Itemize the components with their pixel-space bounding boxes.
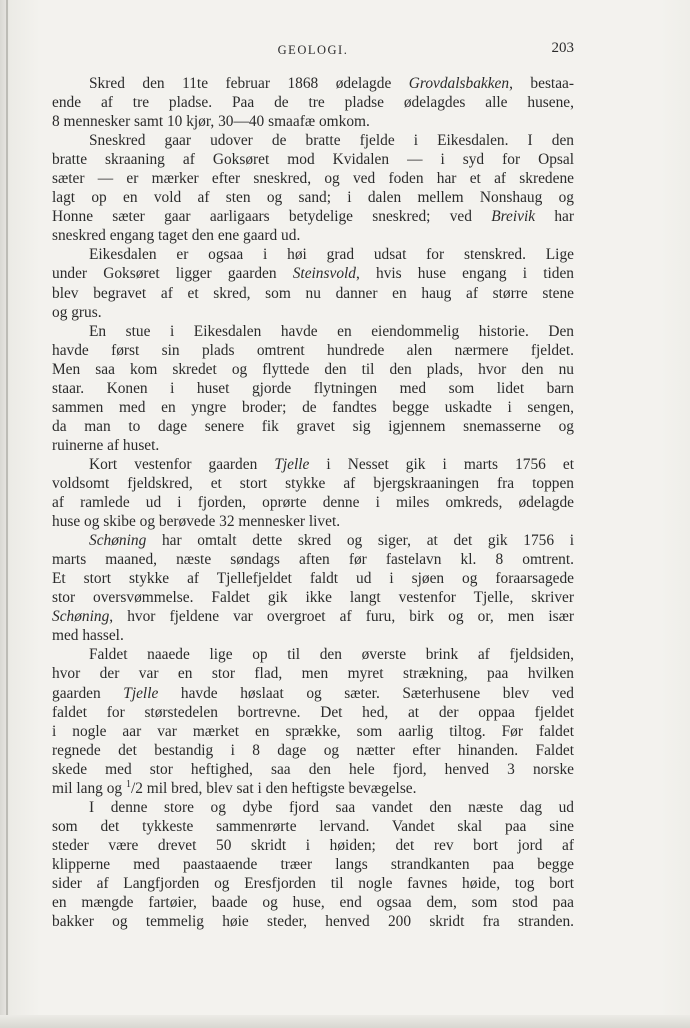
text-line — [52, 703, 574, 722]
text-segment: under Goksøret ligger gaarden — [52, 265, 293, 283]
text-line — [52, 626, 574, 645]
text-line — [52, 645, 574, 664]
text-segment: af ramlede ud i fjorden, oprørte denne i miles omkreds, ødelagde — [52, 494, 574, 512]
text-line — [52, 131, 574, 150]
text-segment: Eikesdalen er ogsaa i høi grad udsat for stenskred. Lige — [89, 246, 574, 264]
text-segment: En stue i Eikesdalen havde en eiendommelig historie. Den — [89, 322, 574, 340]
text-line — [52, 912, 574, 931]
text-segment: Sneskred gaar udover de bratte fjelde i Eikesdalen. I den — [89, 132, 574, 150]
text-line — [52, 607, 574, 626]
fraction-numerator: 1 — [125, 778, 131, 790]
text-segment: bratte skraaning af Goksøret mod Kvidalen — i syd for Opsal — [52, 151, 574, 169]
text-line — [52, 150, 574, 169]
text-segment: staar. Konen i huset gjorde flytningen med som lidet barn — [52, 379, 574, 397]
text-segment: /2 mil bred, blev sat i den heftigste bevægelse. — [130, 779, 417, 797]
italic-name: Grovdalsbakken — [408, 75, 510, 92]
text-line — [52, 417, 574, 436]
text-segment: regnede det bestandig i 8 dage og nætter efter hinanden. Faldet — [52, 741, 574, 759]
text-line — [52, 207, 574, 226]
italic-name: Schøning — [89, 532, 147, 550]
text-line — [52, 169, 574, 188]
text-segment: har — [535, 208, 575, 226]
text-line — [52, 74, 574, 93]
text-segment: sammen med en yngre broder; de fandtes begge uskadte i sengen, — [52, 398, 574, 416]
text-segment: , hvor fjeldene var overgroet af furu, birk og or, men især — [109, 608, 574, 626]
text-line — [52, 379, 574, 398]
text-line — [52, 226, 574, 245]
text-line — [52, 893, 574, 912]
text-line — [52, 512, 574, 531]
text-segment: , hvis huse engang i tiden — [355, 265, 574, 283]
text-segment: Et stort stykke af Tjellefjeldet faldt ud i sjøen og foraarsagede — [52, 570, 574, 588]
running-head: GEOLOGI. — [277, 43, 349, 57]
text-segment: i Nesset gik i marts 1756 et — [309, 455, 574, 473]
text-line — [52, 398, 574, 417]
text-line — [52, 588, 574, 607]
text-segment: Kort vestenfor gaarden — [89, 455, 275, 473]
text-segment: Skred den 11te februar 1868 ødelagde — [89, 75, 409, 92]
text-line — [52, 493, 574, 512]
page-gutter-edge — [6, 0, 8, 1028]
text-line — [52, 474, 574, 493]
text-segment: havde høslaat og sæter. Sæterhusene blev ved — [158, 684, 574, 702]
text-segment: og grus. — [52, 303, 102, 321]
text-line — [52, 341, 574, 360]
text-segment: gaarden — [52, 684, 124, 702]
text-line — [52, 531, 574, 550]
text-segment: faldet for størstedelen bortrevne. Det hed, at der oppaa fjeldet — [52, 703, 574, 721]
text-segment: da man to dage senere fik gravet sig igjennem snemasserne og — [52, 417, 574, 435]
text-segment: en mængde fartøier, baade og huse, end ogsaa dem, som stod paa — [52, 894, 574, 912]
text-line — [52, 817, 574, 836]
page-number: 203 — [551, 40, 574, 56]
text-segment: blev begravet af et skred, som nu danner en haug af større stene — [52, 284, 574, 302]
text-segment: , bestaa- — [509, 75, 574, 92]
text-segment: Faldet naaede lige op til den øverste brink af fjeldsiden, — [89, 646, 574, 664]
text-segment: lagt op en vold af sten og sand; i dalen mellem Nonshaug og — [52, 189, 574, 207]
text-line — [52, 836, 574, 855]
italic-name: Steinsvold — [292, 265, 356, 283]
text-segment: mil lang og — [52, 779, 126, 797]
italic-name: Tjelle — [274, 455, 310, 473]
text-line — [52, 112, 574, 131]
page-header — [52, 40, 574, 60]
text-segment: i nogle aar var mærket en sprække, som aarlig tiltog. Før faldet — [52, 722, 574, 740]
text-segment: klipperne med paastaaende træer langs strandkanten paa begge — [52, 855, 574, 873]
text-segment: har omtalt dette skred og siger, at det gik 1756 i — [146, 532, 574, 550]
text-line — [52, 779, 574, 798]
text-line — [52, 798, 574, 817]
text-line — [52, 264, 574, 283]
text-segment: sider af Langfjorden og Eresfjorden til nogle favnes høide, tog bort — [52, 874, 574, 892]
text-line — [52, 188, 574, 207]
text-line — [52, 569, 574, 588]
text-line — [52, 360, 574, 379]
text-segment: havde først sin plads omtrent hundrede alen nærmere fjeldet. — [52, 341, 574, 359]
text-line — [52, 664, 574, 683]
text-line — [52, 436, 574, 455]
text-segment: stor oversvømmelse. Faldet gik ikke langt vestenfor Tjelle, skriver — [52, 589, 574, 607]
text-line — [52, 741, 574, 760]
text-segment: 8 mennesker samt 10 kjør, 30—40 smaafæ omkom. — [52, 113, 370, 131]
text-line — [52, 550, 574, 569]
text-segment: ende af tre pladse. Paa de tre pladse ødelagdes alle husene, — [52, 94, 574, 112]
text-segment: sæter — er mærker efter sneskred, og ved foden har et af skredene — [52, 170, 574, 188]
text-line — [52, 303, 574, 322]
text-segment: sneskred engang taget den ene gaard ud. — [52, 227, 301, 245]
italic-name: Breivik — [491, 208, 536, 226]
text-line — [52, 455, 574, 474]
page-bottom-edge — [0, 1015, 690, 1028]
text-segment: som det tykkeste sammenrørte lervand. Vandet skal paa sine — [52, 817, 574, 835]
text-line — [52, 855, 574, 874]
text-segment: Men saa kom skredet og flyttede den til den plads, hvor den nu — [52, 360, 574, 378]
text-line — [52, 722, 574, 741]
text-line — [52, 874, 574, 893]
text-segment: marts maaned, næste søndags aften før fastelavn kl. 8 omtrent. — [52, 551, 574, 569]
text-line — [52, 322, 574, 341]
text-segment: Honne sæter gaar aarligaars betydelige sneskred; ved — [52, 208, 492, 226]
text-segment: huse og skibe og berøvede 32 mennesker livet. — [52, 513, 341, 531]
text-segment: med hassel. — [52, 627, 124, 645]
text-segment: steder være drevet 50 skridt i høiden; det rev bort jord af — [52, 836, 574, 854]
text-line — [52, 93, 574, 112]
text-segment: voldsomt fjeldskred, et stort stykke af bjergskraaningen fra toppen — [52, 474, 574, 492]
text-segment: I denne store og dybe fjord saa vandet den næste dag ud — [89, 798, 574, 816]
text-line — [52, 245, 574, 264]
italic-name: Tjelle — [123, 684, 159, 702]
text-segment: bakker og temmelig høie steder, henved 200 skridt fra stranden. — [52, 913, 574, 931]
text-line — [52, 284, 574, 303]
text-segment: hvor der var en stor flad, men myret strækning, paa hvilken — [52, 665, 574, 683]
body-text — [52, 74, 574, 931]
text-segment: ruinerne af huset. — [52, 436, 160, 454]
text-line — [52, 684, 574, 703]
text-segment: skede med stor heftighed, saa den hele fjord, henved 3 norske — [52, 760, 574, 778]
text-line — [52, 760, 574, 779]
italic-name: Schøning — [52, 608, 110, 626]
